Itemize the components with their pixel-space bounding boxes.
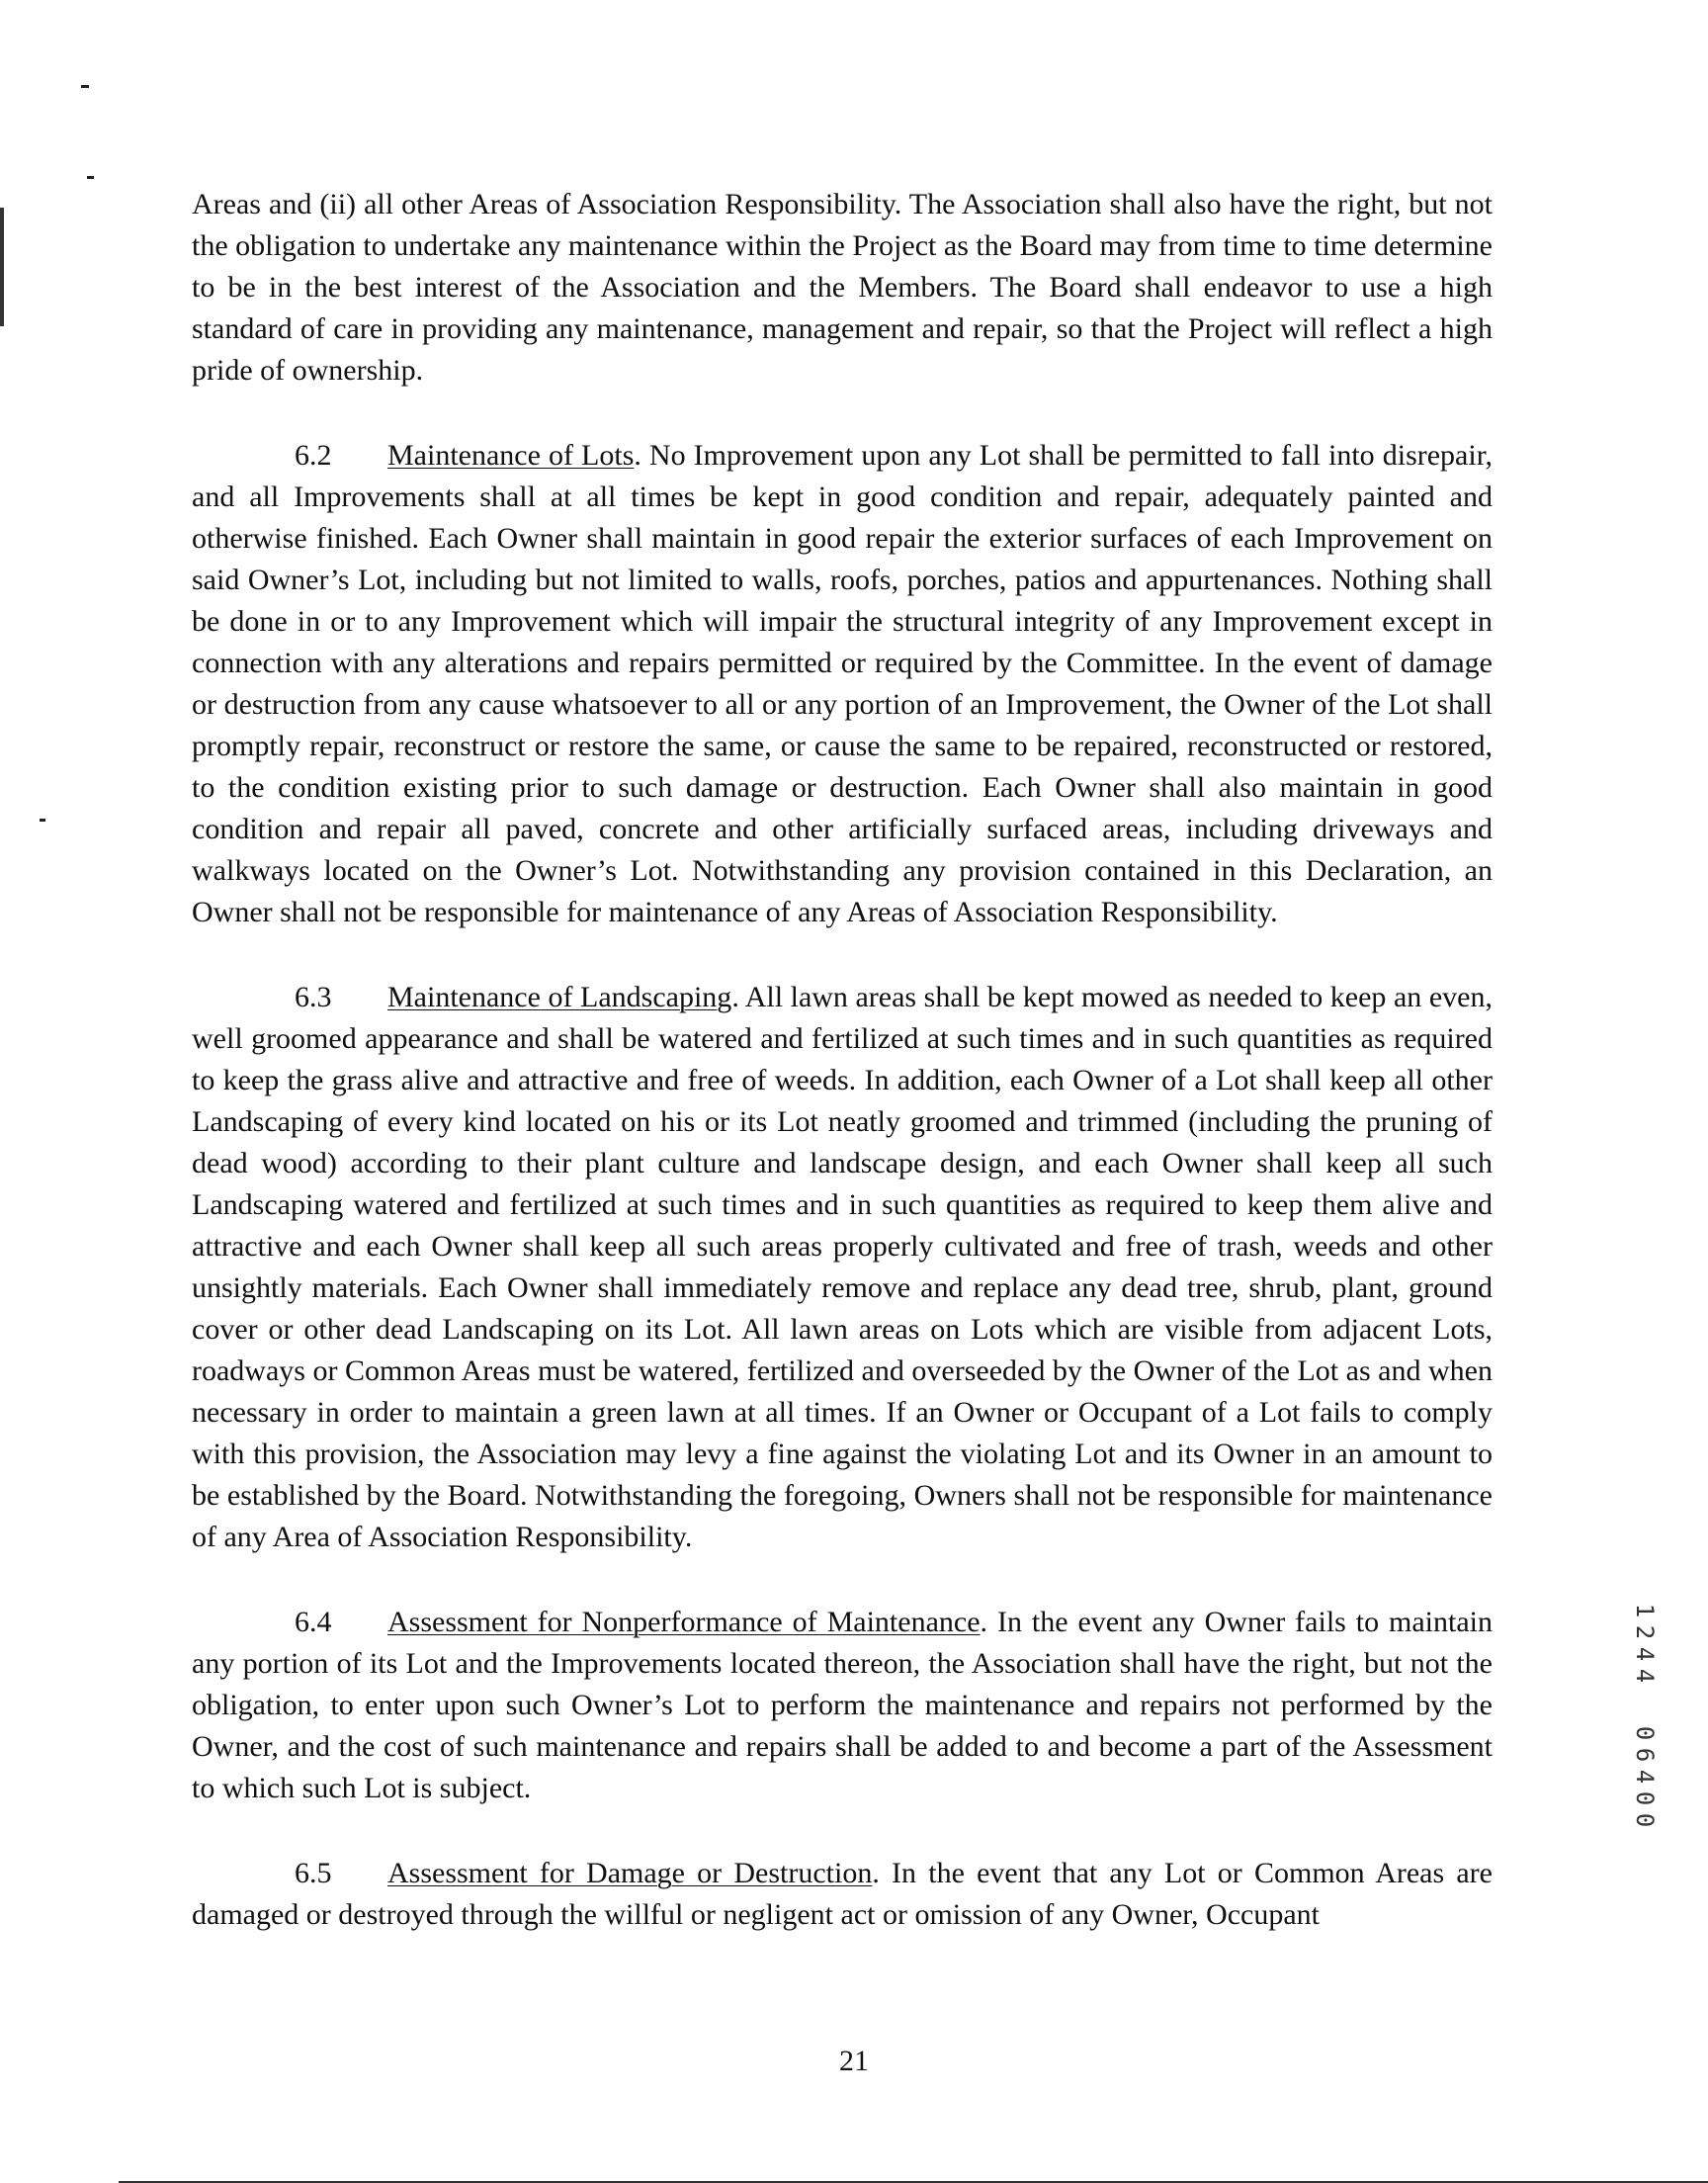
- stamp-digit: 4: [1630, 1668, 1659, 1684]
- scan-edge-shadow: [0, 208, 4, 326]
- stamp-digit: 6: [1630, 1747, 1659, 1763]
- stamp-digit: 2: [1630, 1624, 1659, 1640]
- page-number: 21: [839, 2045, 869, 2077]
- paragraph-text: . No Improvement upon any Lot shall be permitted to fall into disrepair, and all Improvements shall at all times be kept in good condition and repair, adequately painted and otherwise finished. Each Owner shall maintain in good repair the exterior surfaces of each Improvement on said Owner’s Lot, including but not limited to walls, roofs, porches, patios and appurtenances. Nothing shall be done in or to any Improvement which will impair the structural integrity of any Improvement except in connection with any alterations and repairs permitted or required by the Committee. In the event of damage or destruction from any cause whatsoever to all or any portion of an Improvement, the Owner of the Lot shall promptly repair, reconstruct or restore the same, or cause the same to be repaired, reconstructed or restored, to the condition existing prior to such damage or destruction. Each Owner shall also maintain in good condition and repair all paved, concrete and other artificially surfaced areas, including driveways and walkways located on the Owner’s Lot. Notwithstanding any provision contained in this Declaration, an Owner shall not be responsible for maintenance of any Areas of Association Responsibility.: [192, 439, 1494, 928]
- scan-artifact-mark: [81, 85, 89, 88]
- scan-artifact-mark: [87, 176, 94, 179]
- section-heading: Maintenance of Lots: [387, 439, 635, 472]
- section-heading: Assessment for Nonperformance of Maintenance: [387, 1606, 981, 1638]
- scan-artifact-mark: [40, 819, 45, 822]
- stamp-digit: 0: [1630, 1790, 1659, 1806]
- paragraph-text: . All lawn areas shall be kept mowed as needed to keep an even, well groomed appearance and shall be watered and fertilized at such times and in such quantities as required to keep the grass alive and attractive and free of weeds. In addition, each Owner of a Lot shall keep all other Landscaping of every kind located on his or its Lot neatly groomed and trimmed (including the pruning of dead wood) according to their plant culture and landscape design, and each Owner shall keep all such Landscaping watered and fertilized at such times and in such quantities as required to keep them alive and attractive and each Owner shall keep all such areas properly cultivated and free of trash, weeds and other unsightly materials. Each Owner shall immediately remove and replace any dead tree, shrub, plant, ground cover or other dead Landscaping on its Lot. All lawn areas on Lots which are visible from adjacent Lots, roadways or Common Areas must be watered, fertilized and overseeded by the Owner of the Lot as and when necessary in order to maintain a green lawn at all times. If an Owner or Occupant of a Lot fails to comply with this provision, the Association may levy a fine against the violating Lot and its Owner in an amount to be established by the Board. Notwithstanding the foregoing, Owners shall not be responsible for maintenance of any Area of Association Responsibility.: [192, 981, 1493, 1553]
- margin-stamp: [1625, 1600, 1665, 1831]
- paragraph-continuation: [192, 184, 1493, 392]
- stamp-digit: 0: [1630, 1725, 1659, 1741]
- stamp-digit: 4: [1630, 1769, 1659, 1785]
- paragraph-text: . In the event any Owner fails to maintain any portion of its Lot and the Improvements located thereon, the Association shall have the right, but not the obligation, to enter upon such Owner’s Lot to perform the maintenance and repairs not performed by the Owner, and the cost of such maintenance and repairs shall be added to and become a part of the Assessment to which such Lot is subject.: [192, 1606, 1494, 1804]
- stamp-digit: 4: [1630, 1646, 1659, 1662]
- section-heading: Assessment for Damage or Destruction: [387, 1857, 873, 1889]
- paragraph-6-4: [192, 1602, 1493, 1809]
- stamp-group-1: [1625, 1600, 1665, 1687]
- stamp-digit: 1: [1630, 1603, 1659, 1618]
- stamp-group-2: [1625, 1722, 1665, 1831]
- paragraph-text: Areas and (ii) all other Areas of Association Responsibility. The Association shall also have the right, but not the obligation to undertake any maintenance within the Project as the Board may from time to time determine to be in the best interest of the Association and the Members. The Board shall endeavor to use a high standard of care in providing any maintenance, management and repair, so that the Project will reflect a high pride of ownership.: [192, 188, 1493, 387]
- section-number: 6.2: [295, 439, 332, 472]
- paragraph-6-2: [192, 435, 1493, 933]
- section-number: 6.4: [295, 1606, 332, 1638]
- paragraph-text: . In the event that any Lot or Common Areas are damaged or destroyed through the willful or negligent act or omission of any Owner, Occupant: [192, 1857, 1493, 1931]
- section-heading: Maintenance of Landscaping: [387, 981, 732, 1013]
- document-body: [192, 184, 1493, 1979]
- paragraph-6-5: [192, 1853, 1493, 1936]
- stamp-digit: 0: [1630, 1812, 1659, 1828]
- section-number: 6.5: [295, 1857, 332, 1889]
- paragraph-6-3: [192, 977, 1493, 1558]
- section-number: 6.3: [295, 981, 332, 1013]
